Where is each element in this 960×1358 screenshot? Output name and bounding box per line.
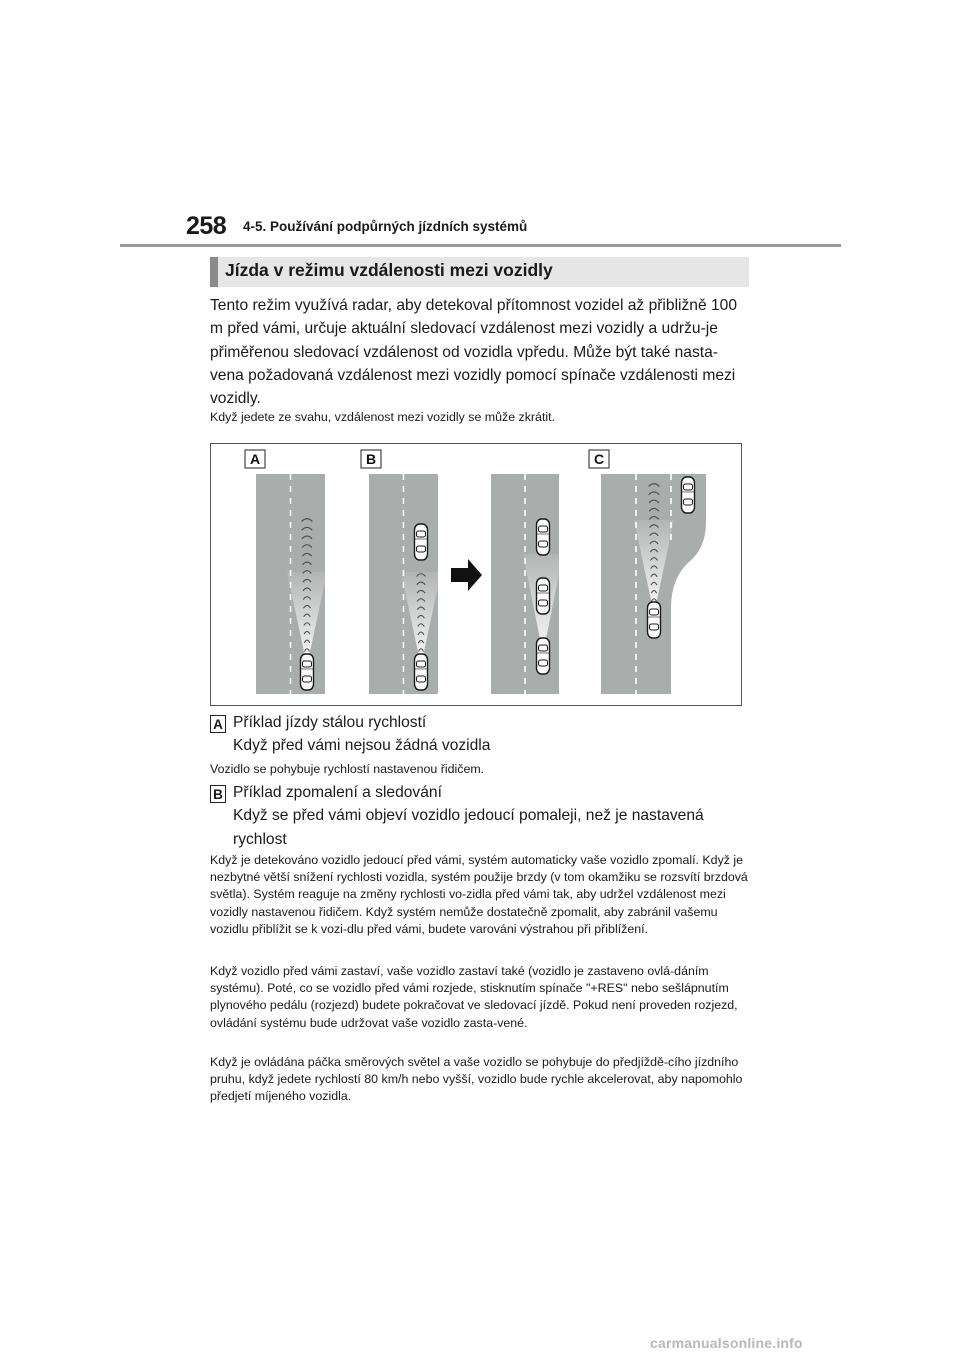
road-b: [369, 474, 441, 694]
transition-arrow-icon: [451, 559, 482, 591]
svg-text:B: B: [365, 451, 377, 467]
item-b-note-3: Když je ovládána páčka směrových světel a vaše vozidlo se pohybuje do předjíždě-cího jízdního pruhu, když jedete rychlostí 80 km/h nebo vyšší, vozidlo bude rychle akcelerovat, aby napomohlo předjetí míjeného vozidla.: [210, 1055, 743, 1104]
road-b-following: [491, 474, 563, 694]
item-a-title: Příklad jízdy stálou rychlostí: [233, 714, 427, 731]
item-tag-a: A: [210, 715, 226, 733]
header-rule: [120, 244, 841, 247]
figure-label-a: [245, 450, 265, 468]
downhill-note: Když jedete ze svahu, vzdálenost mezi vozidly se může zkrátit.: [210, 410, 556, 424]
item-b-note-1: Když je detekováno vozidlo jedoucí před vámi, systém automaticky vaše vozidlo zpomalí. Když je nezbytné větší snížení rychlosti vozidla, systém použije brzdy (v tom okamžiku se rozsvítí brzdová světla). Systém reaguje na změny rychlosti vo-zidla před vámi tak, aby udržel vzdálenost mezi vozidly nastavenou řidičem. Když systém nemůže dostatečně zpomalit, aby zabránil vašemu vozidlu přiblížit se k vozi-dlu před vámi, budete varováni výstrahou při přiblížení.: [210, 853, 748, 936]
item-b-title: Příklad zpomalení a sledování: [233, 784, 442, 801]
section-title: Jízda v režimu vzdálenosti mezi vozidly: [225, 260, 553, 280]
page-number: 258: [186, 212, 227, 240]
distance-control-figure: [210, 443, 742, 706]
item-tag-b: B: [210, 785, 226, 803]
road-a: [256, 474, 327, 694]
figure-label-b: [361, 450, 381, 468]
watermark: carmanualsonline.info: [650, 1335, 803, 1351]
figure-label-c: [589, 450, 609, 468]
svg-text:C: C: [593, 451, 605, 467]
svg-text:A: A: [249, 451, 261, 467]
item-a-note: Vozidlo se pohybuje rychlostí nastavenou řidičem.: [210, 762, 485, 776]
item-b-subtitle: Když se před vámi objeví vozidlo jedoucí pomaleji, než je nastavená rychlost: [233, 807, 704, 848]
road-c-merge: [601, 474, 706, 694]
section-heading-bar: [210, 257, 749, 287]
item-b-note-2: Když vozidlo před vámi zastaví, vaše vozidlo zastaví také (vozidlo je zastaveno ovlá-dáním systému). Poté, co se vozidlo před vámi rozjede, stisknutím spínače "+RES" nebo sešlápnutím plynového pedálu (rozjezd) budete pokračovat ve sledovací jízdě. Pokud není proveden rozjezd, ovládání systému bude udržovat vaše vozidlo zasta-vené.: [210, 964, 738, 1030]
item-a-subtitle: Když před vámi nejsou žádná vozidla: [233, 737, 491, 754]
intro-paragraph: Tento režim využívá radar, aby detekoval přítomnost vozidel až přibližně 100 m před vámi, určuje aktuální sledovací vzdálenost mezi vozidly a udržu-je přiměřenou sledovací vzdálenost od vozidla vpředu. Může být také nasta-vena požadovaná vzdálenost mezi vozidly pomocí spínače vzdálenosti mezi vozidly.: [210, 297, 737, 408]
running-head: 4-5. Používání podpůrných jízdních systémů: [243, 219, 528, 234]
section-accent: [210, 257, 218, 287]
